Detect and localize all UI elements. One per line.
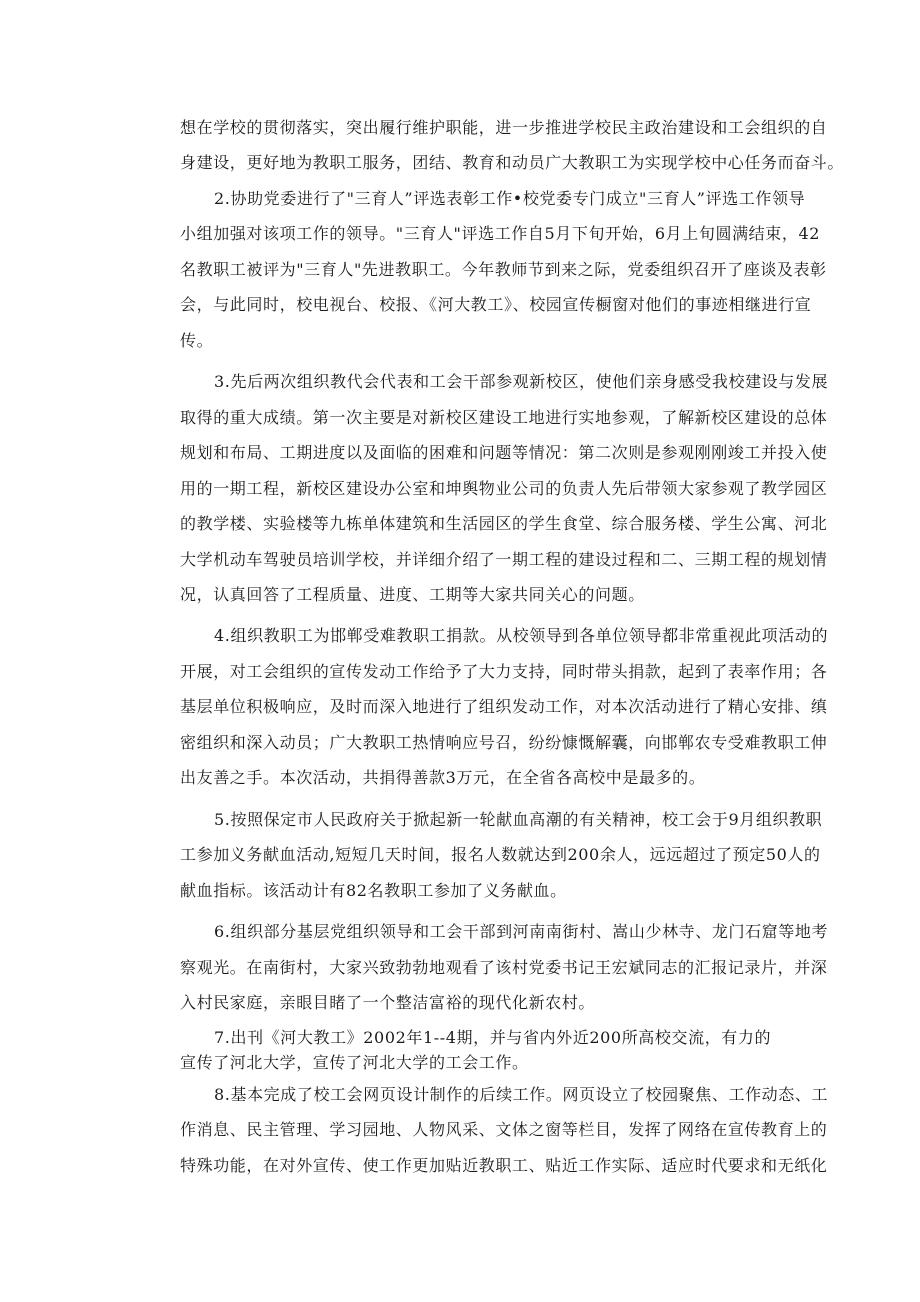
- text-line: 名教职工被评为"三育人"先进教职工。今年教师节到来之际，党委组织召开了座谈及表彰: [180, 260, 827, 279]
- text-line: 察观光。在南街村，大家兴致勃勃地观看了该村党委书记王宏斌同志的汇报记录片，并深: [180, 958, 828, 977]
- text-line: 况，认真回答了工程质量、进度、工期等大家共同关心的问题。: [180, 585, 645, 604]
- paragraph-2-start: 2.协助党委进行了"三育人”评选表彰工作•校党委专门成立"三育人”评选工作领导: [214, 189, 806, 208]
- paragraph-8-start: 8.基本完成了校工会网页设计制作的后续工作。网页设立了校园聚焦、工作动态、工: [214, 1085, 829, 1104]
- text-line: 身建设，更好地为教职工服务，团结、教育和动员广大教职工为实现学校中心任务而奋斗。: [180, 153, 845, 172]
- text-line: 献血指标。该活动计有82名教职工参加了义务献血。: [180, 881, 567, 900]
- paragraph-4-start: 4.组织教职工为邯郸受难教职工捐款。从校领导到各单位领导都非常重视此项活动的: [214, 626, 829, 645]
- text-line: 小组加强对该项工作的领导。"三育人"评选工作自5月下旬开始，6月上旬圆满结束，42: [180, 224, 821, 243]
- text-line: 开展，对工会组织的宣传发动工作给予了大力支持，同时带头捐款，起到了表率作用；各: [180, 662, 828, 681]
- text-line: 出友善之手。本次活动，共捐得善款3万元，在全省各高校中是最多的。: [180, 768, 706, 787]
- text-line: 密组织和深入动员；广大教职工热情响应号召，纷纷慷慨解囊，向邯郸农专受难教职工伸: [180, 733, 828, 752]
- text-line: 入村民家庭，亲眼目睹了一个整洁富裕的现代化新农村。: [180, 993, 596, 1012]
- text-line: 工参加义务献血活动,短短几天时间，报名人数就达到200余人，远远超过了预定50人的: [180, 845, 821, 864]
- text-line: 传。: [180, 331, 214, 350]
- paragraph-6-start: 6.组织部分基层党组织领导和工会干部到河南南街村、嵩山少林寺、龙门石窟等地考: [214, 922, 829, 941]
- text-line: 想在学校的贯彻落实，突出履行维护职能，进一步推进学校民主政治建设和工会组织的自: [180, 118, 828, 137]
- text-line: 作消息、民主管理、学习园地、人物风采、文体之窗等栏目，发挥了网络在宣传教育上的: [180, 1120, 828, 1139]
- paragraph-5-start: 5.按照保定市人民政府关于掀起新一轮献血高潮的有关精神，校工会于9月组织教职: [214, 810, 823, 829]
- text-line: 基层单位积极响应，及时而深入地进行了组织发动工作，对本次活动进行了精心安排、缜: [180, 697, 828, 716]
- text-line: 用的一期工程，新校区建设办公室和坤舆物业公司的负责人先后带领大家参观了教学园区: [180, 479, 828, 498]
- paragraph-3-start: 3.先后两次组织教代会代表和工会干部参观新校区，使他们亲身感受我校建设与发展: [214, 372, 829, 391]
- text-line: 取得的重大成绩。第一次主要是对新校区建设工地进行实地参观，了解新校区建设的总体: [180, 408, 828, 427]
- text-line: 的教学楼、实验楼等九栋单体建筑和生活园区的学生食堂、综合服务楼、学生公寓、河北: [180, 514, 828, 533]
- text-line: 规划和布局、工期进度以及面临的困难和问题等情况：第二次则是参观刚刚竣工并投入使: [180, 443, 828, 462]
- paragraph-7-start: 7.出刊《河大教工》2002年1--4期，并与省内外近200所高校交流，有力的: [214, 1028, 772, 1047]
- text-line: 宣传了河北大学，宣传了河北大学的工会工作。: [180, 1053, 529, 1072]
- text-line: 特殊功能，在对外宣传、使工作更加贴近教职工、贴近工作实际、适应时代要求和无纸化: [180, 1156, 828, 1175]
- text-line: 会，与此同时，校电视台、校报、《河大教工》、校园宣传橱窗对他们的事迹相继进行宣: [180, 295, 812, 314]
- text-line: 大学机动车驾驶员培训学校，并详细介绍了一期工程的建设过程和二、三期工程的规划情: [180, 550, 828, 569]
